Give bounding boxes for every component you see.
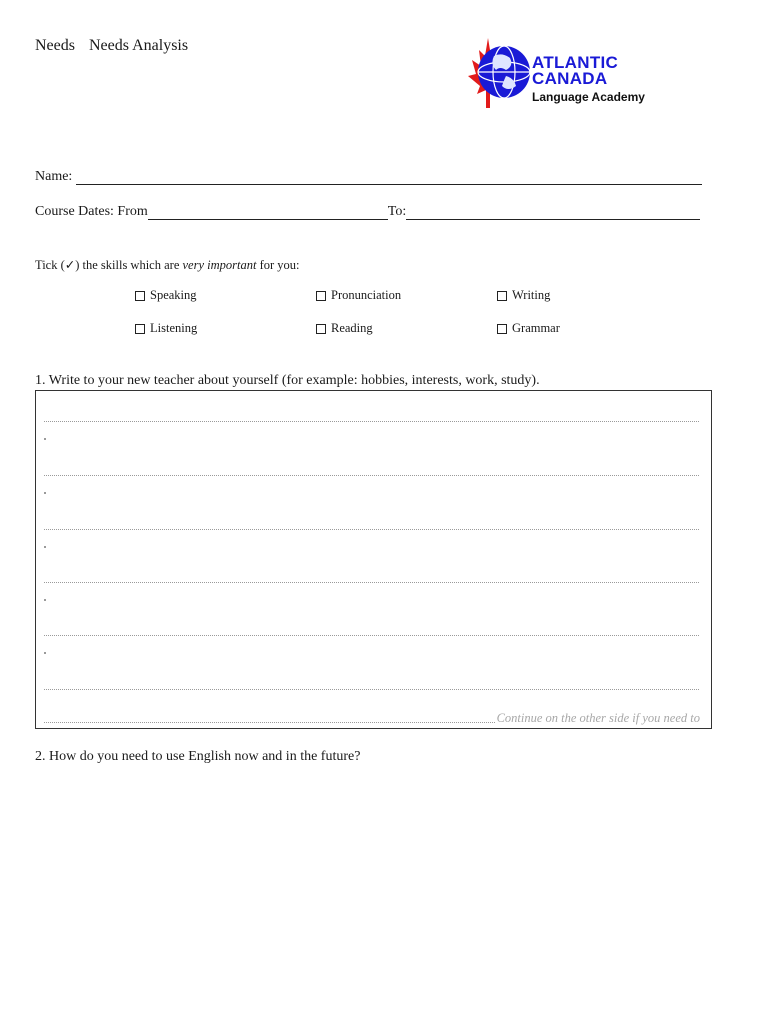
skill-option-speaking[interactable] — [135, 288, 197, 303]
name-label: Name: — [35, 169, 73, 184]
checkbox-icon[interactable] — [135, 324, 145, 334]
skill-option-grammar[interactable] — [497, 321, 560, 336]
question-1-answer-box[interactable] — [35, 390, 712, 729]
title-part-2: Needs Analysis — [88, 37, 189, 54]
instruction-emphasis: very important — [182, 258, 257, 272]
skill-option-listening[interactable] — [135, 321, 197, 336]
writing-line — [44, 582, 699, 583]
skill-option-reading[interactable] — [316, 321, 373, 336]
name-row — [35, 169, 702, 185]
continue-note: Continue on the other side if you need to — [496, 711, 700, 725]
skill-label: Listening — [150, 321, 198, 335]
logo-text-canada: CANADA — [532, 69, 608, 88]
logo-text-atlantic: ATLANTIC — [532, 53, 619, 72]
checkbox-icon[interactable] — [316, 291, 326, 301]
line-dot — [44, 438, 46, 440]
maple-leaf-globe-icon — [444, 36, 532, 110]
checkbox-icon[interactable] — [316, 324, 326, 334]
course-dates-label: Course Dates: From — [35, 204, 148, 219]
checkbox-icon[interactable] — [497, 324, 507, 334]
question-1: 1. Write to your new teacher about yourself (for example: hobbies, interests, work, study). — [35, 373, 540, 388]
title-part-1: Needs — [35, 37, 75, 54]
name-blank-line[interactable] — [76, 170, 702, 185]
skill-option-pronunciation[interactable] — [316, 288, 401, 303]
skill-label: Pronunciation — [331, 288, 402, 302]
course-dates-row — [35, 204, 700, 220]
writing-line — [44, 529, 699, 530]
line-dot — [44, 546, 46, 548]
line-dot — [44, 599, 46, 601]
skill-label: Reading — [331, 321, 373, 335]
line-dot — [44, 492, 46, 494]
skill-label: Speaking — [150, 288, 197, 302]
instruction-text-start: Tick (✓) the skills which are — [35, 258, 183, 272]
logo-text-language-academy: Language Academy — [532, 90, 645, 104]
skill-option-writing[interactable] — [497, 288, 550, 303]
checkbox-icon[interactable] — [497, 291, 507, 301]
writing-line — [44, 635, 699, 636]
writing-line — [44, 475, 699, 476]
writing-line — [44, 689, 699, 690]
line-dot — [44, 652, 46, 654]
document-title — [35, 37, 188, 55]
to-blank-line[interactable] — [406, 205, 700, 220]
writing-line — [44, 421, 699, 422]
instruction-text-end: for you: — [256, 258, 300, 272]
to-label: To: — [387, 204, 407, 219]
academy-logo — [444, 36, 656, 110]
skill-label: Writing — [512, 288, 551, 302]
skill-label: Grammar — [512, 321, 560, 335]
question-2: 2. How do you need to use English now and in the future? — [35, 749, 361, 764]
skills-instruction — [35, 257, 300, 273]
checkbox-icon[interactable] — [135, 291, 145, 301]
from-blank-line[interactable] — [148, 205, 388, 220]
